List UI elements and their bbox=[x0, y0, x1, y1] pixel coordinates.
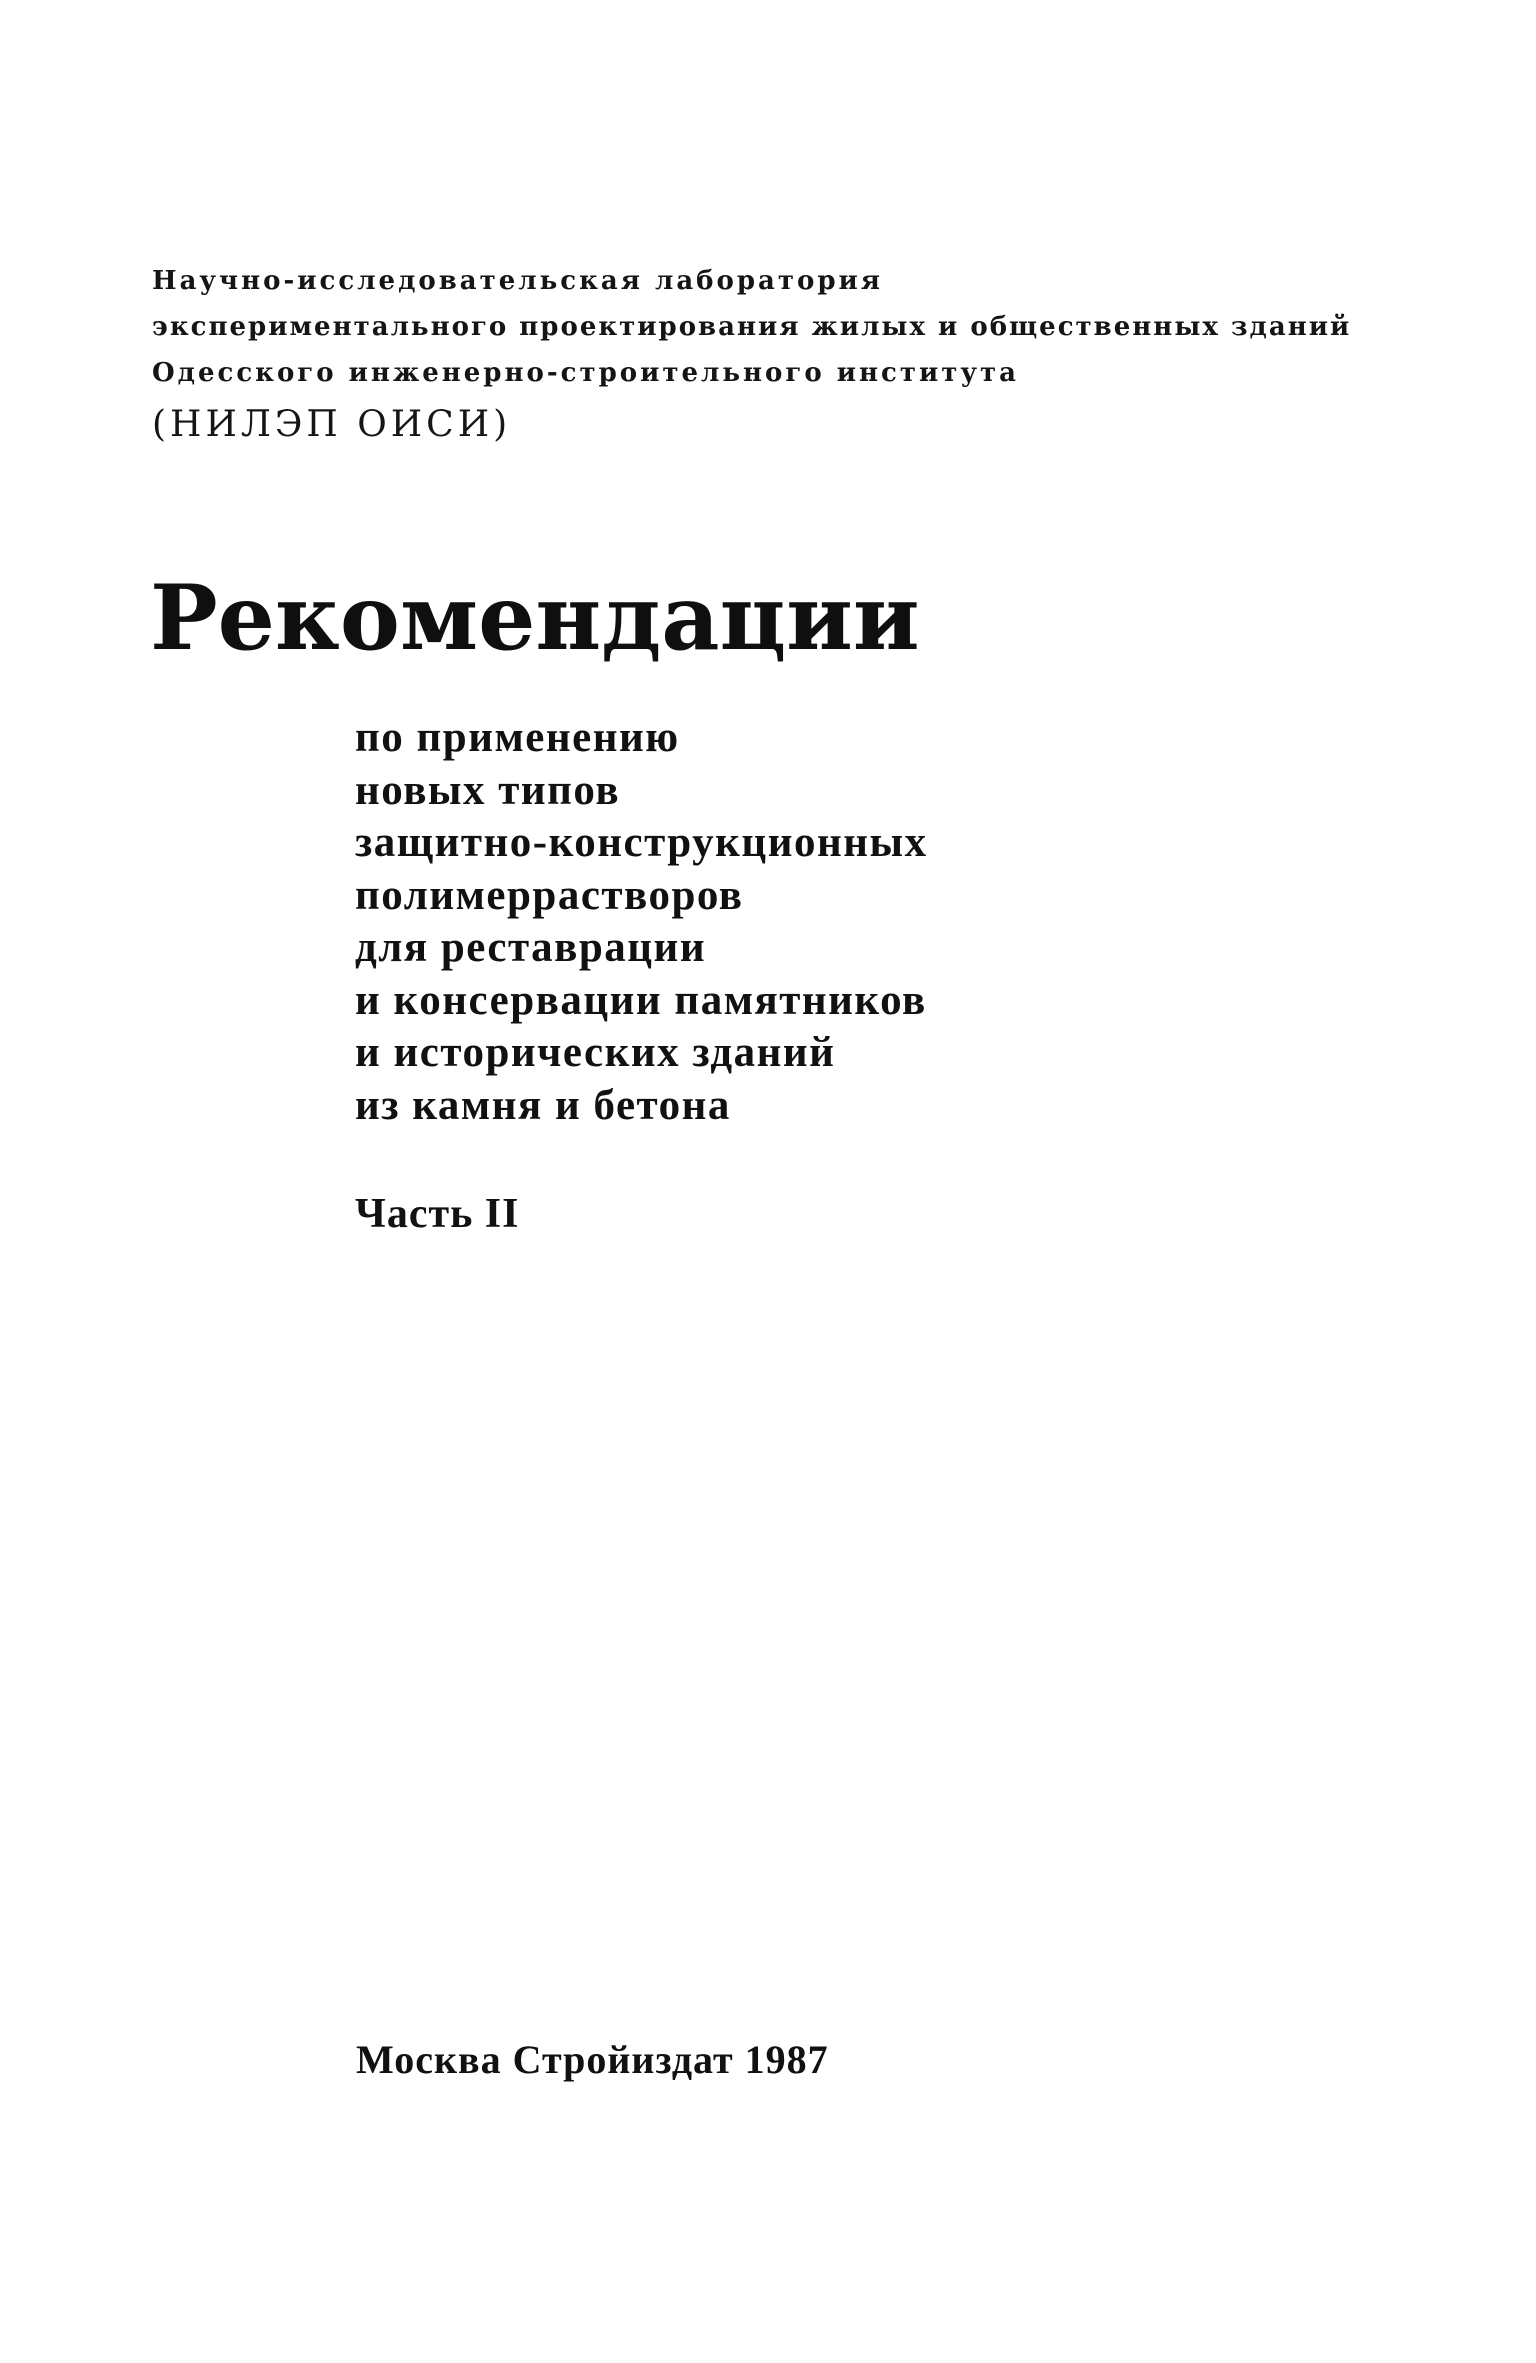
subtitle-line: из камня и бетона bbox=[355, 1081, 731, 1129]
organization-line: Научно-исследовательская лаборатория bbox=[152, 266, 884, 296]
organization-block bbox=[152, 258, 1432, 445]
subtitle-line: по применению bbox=[355, 714, 680, 761]
document-title: Рекомендации bbox=[150, 565, 920, 671]
subtitle-line: и исторических зданий bbox=[355, 1029, 836, 1076]
subtitle-line: защитно-конструкционных bbox=[355, 819, 928, 866]
organization-abbreviation: (НИЛЭП ОИСИ) bbox=[152, 404, 512, 445]
document-subtitle bbox=[355, 712, 1455, 1132]
subtitle-line: новых типов bbox=[355, 766, 621, 814]
organization-line: экспериментального проектирования жилых и общественных зданий bbox=[152, 312, 1352, 342]
publisher-imprint: Москва Стройиздат 1987 bbox=[356, 2037, 829, 2082]
subtitle-line: полимеррастворов bbox=[355, 871, 744, 919]
part-number: Часть II bbox=[355, 1191, 520, 1237]
organization-line: Одесского инженерно-строительного института bbox=[152, 358, 1019, 388]
subtitle-line: и консервации памятников bbox=[355, 976, 927, 1024]
subtitle-line: для реставрации bbox=[355, 924, 707, 971]
